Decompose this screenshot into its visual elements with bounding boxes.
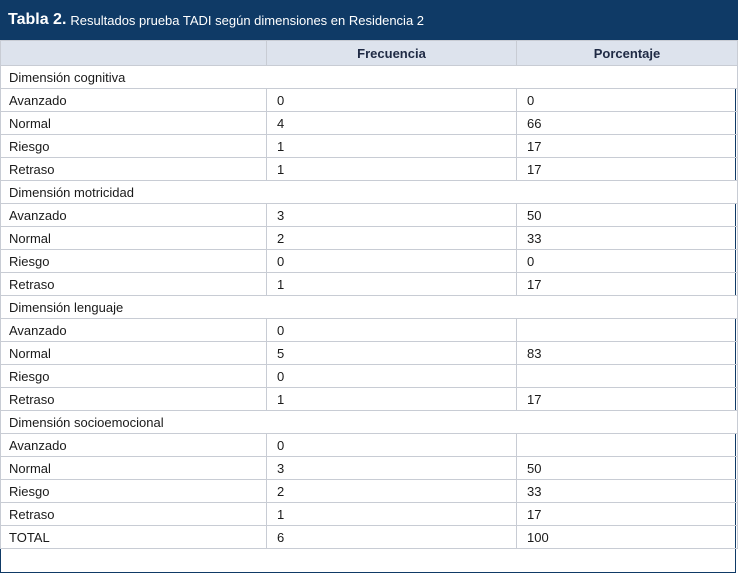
section-title: Dimensión motricidad (1, 181, 738, 204)
table-row (1, 319, 738, 342)
results-table (0, 40, 738, 549)
total-row (1, 526, 738, 549)
table-row (1, 388, 738, 411)
table-row (1, 503, 738, 526)
table-row (1, 273, 738, 296)
porcentaje-cell: 33 (517, 227, 738, 250)
frecuencia-cell: 2 (267, 227, 517, 250)
frecuencia-cell: 1 (267, 135, 517, 158)
porcentaje-cell: 17 (517, 388, 738, 411)
frecuencia-cell: 1 (267, 503, 517, 526)
section-row (1, 296, 738, 319)
frecuencia-cell: 5 (267, 342, 517, 365)
table-row (1, 480, 738, 503)
table-row (1, 135, 738, 158)
porcentaje-cell: 50 (517, 204, 738, 227)
section-row (1, 181, 738, 204)
porcentaje-cell: 0 (517, 89, 738, 112)
porcentaje-cell: 83 (517, 342, 738, 365)
row-label: Avanzado (1, 319, 267, 342)
porcentaje-cell: 17 (517, 158, 738, 181)
frecuencia-cell: 0 (267, 319, 517, 342)
row-label: Normal (1, 227, 267, 250)
row-label: Riesgo (1, 365, 267, 388)
table-row (1, 365, 738, 388)
frecuencia-cell: 1 (267, 273, 517, 296)
table-row (1, 457, 738, 480)
row-label: Retraso (1, 503, 267, 526)
table-row (1, 89, 738, 112)
frecuencia-cell: 3 (267, 204, 517, 227)
total-label: TOTAL (1, 526, 267, 549)
section-row (1, 411, 738, 434)
porcentaje-cell (517, 434, 738, 457)
table-row (1, 204, 738, 227)
frecuencia-cell: 0 (267, 89, 517, 112)
row-label: Retraso (1, 158, 267, 181)
row-label: Normal (1, 457, 267, 480)
row-label: Normal (1, 112, 267, 135)
row-label: Riesgo (1, 480, 267, 503)
table-row (1, 342, 738, 365)
row-label: Avanzado (1, 204, 267, 227)
section-row (1, 66, 738, 89)
table-row (1, 112, 738, 135)
row-label: Normal (1, 342, 267, 365)
row-label: Riesgo (1, 135, 267, 158)
section-title: Dimensión cognitiva (1, 66, 738, 89)
table-caption: Resultados prueba TADI según dimensiones en Residencia 2 (70, 12, 425, 28)
frecuencia-cell: 0 (267, 434, 517, 457)
table-row (1, 158, 738, 181)
table-row (1, 227, 738, 250)
porcentaje-cell: 17 (517, 273, 738, 296)
porcentaje-cell (517, 365, 738, 388)
row-label: Retraso (1, 388, 267, 411)
porcentaje-cell: 66 (517, 112, 738, 135)
frecuencia-cell: 4 (267, 112, 517, 135)
frecuencia-cell: 0 (267, 365, 517, 388)
porcentaje-cell: 17 (517, 503, 738, 526)
row-label: Avanzado (1, 434, 267, 457)
table-number: Tabla 2. (8, 11, 67, 28)
column-header-row (1, 41, 738, 66)
porcentaje-cell: 33 (517, 480, 738, 503)
porcentaje-cell: 17 (517, 135, 738, 158)
row-label: Riesgo (1, 250, 267, 273)
section-title: Dimensión lenguaje (1, 296, 738, 319)
total-frecuencia: 6 (267, 526, 517, 549)
frecuencia-cell: 3 (267, 457, 517, 480)
frecuencia-cell: 0 (267, 250, 517, 273)
column-header-label (1, 41, 267, 66)
frecuencia-cell: 2 (267, 480, 517, 503)
total-porcentaje: 100 (517, 526, 738, 549)
table-title-bar (0, 0, 738, 40)
column-header-frecuencia: Frecuencia (267, 41, 517, 66)
row-label: Retraso (1, 273, 267, 296)
column-header-porcentaje: Porcentaje (517, 41, 738, 66)
frecuencia-cell: 1 (267, 158, 517, 181)
section-title: Dimensión socioemocional (1, 411, 738, 434)
frecuencia-cell: 1 (267, 388, 517, 411)
table-row (1, 250, 738, 273)
porcentaje-cell: 50 (517, 457, 738, 480)
porcentaje-cell: 0 (517, 250, 738, 273)
row-label: Avanzado (1, 89, 267, 112)
table-row (1, 434, 738, 457)
porcentaje-cell (517, 319, 738, 342)
